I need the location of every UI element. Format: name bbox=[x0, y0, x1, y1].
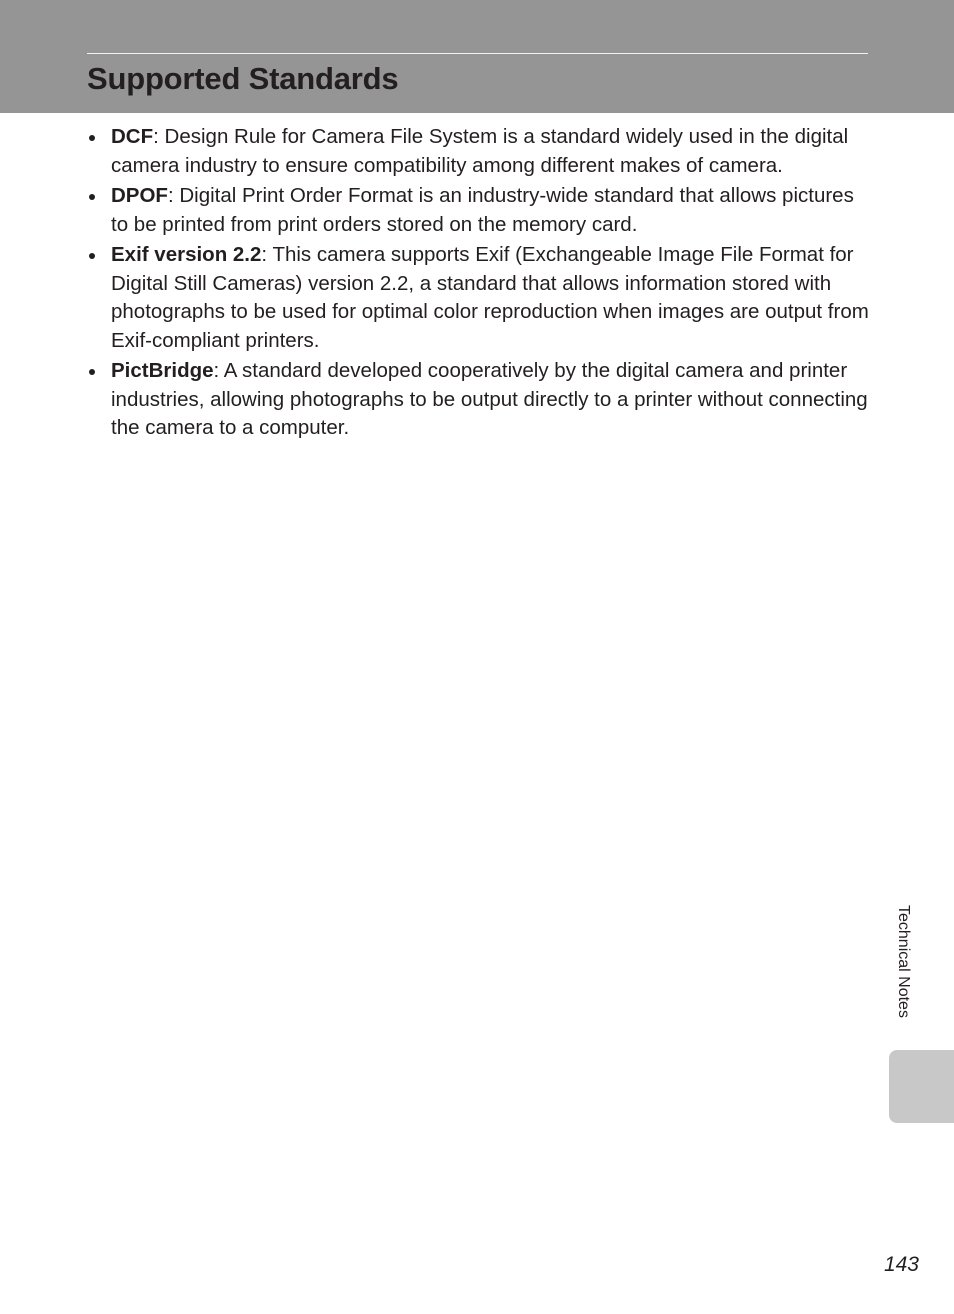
standard-term: PictBridge bbox=[111, 359, 214, 382]
bullet-icon bbox=[89, 369, 95, 375]
list-item bbox=[111, 123, 871, 180]
standard-description: : A standard developed cooperatively by the digital camera and printer industries, allowing photographs to be output directly to a printer without connecting the camera to a computer. bbox=[111, 359, 868, 439]
standard-term: DCF bbox=[111, 125, 154, 148]
section-side-tab[interactable] bbox=[889, 1050, 954, 1123]
standard-description: : This camera supports Exif (Exchangeable Image File Format for Digital Still Cameras) version 2.2, a standard that allows information stored with photographs to be used for optimal color reproduction when images are output from Exif-compliant printers. bbox=[111, 243, 869, 352]
bullet-icon bbox=[89, 253, 95, 259]
page-number: 143 bbox=[883, 1253, 919, 1276]
standards-list bbox=[111, 123, 871, 445]
list-item bbox=[111, 357, 871, 443]
standard-description: : Digital Print Order Format is an industry-wide standard that allows pictures to be printed from print orders stored on the memory card. bbox=[111, 184, 854, 236]
section-side-label: Technical Notes bbox=[895, 905, 912, 1018]
standard-description: : Design Rule for Camera File System is a standard widely used in the digital camera industry to ensure compatibility among different makes of camera. bbox=[111, 125, 849, 177]
header-band bbox=[0, 0, 954, 113]
standard-term: Exif version 2.2 bbox=[111, 243, 262, 266]
page-title: Supported Standards bbox=[87, 61, 399, 96]
list-item bbox=[111, 182, 871, 239]
bullet-icon bbox=[89, 194, 95, 200]
list-item bbox=[111, 241, 871, 355]
standard-term: DPOF bbox=[111, 184, 168, 207]
header-rule bbox=[87, 53, 868, 54]
bullet-icon bbox=[89, 135, 95, 141]
